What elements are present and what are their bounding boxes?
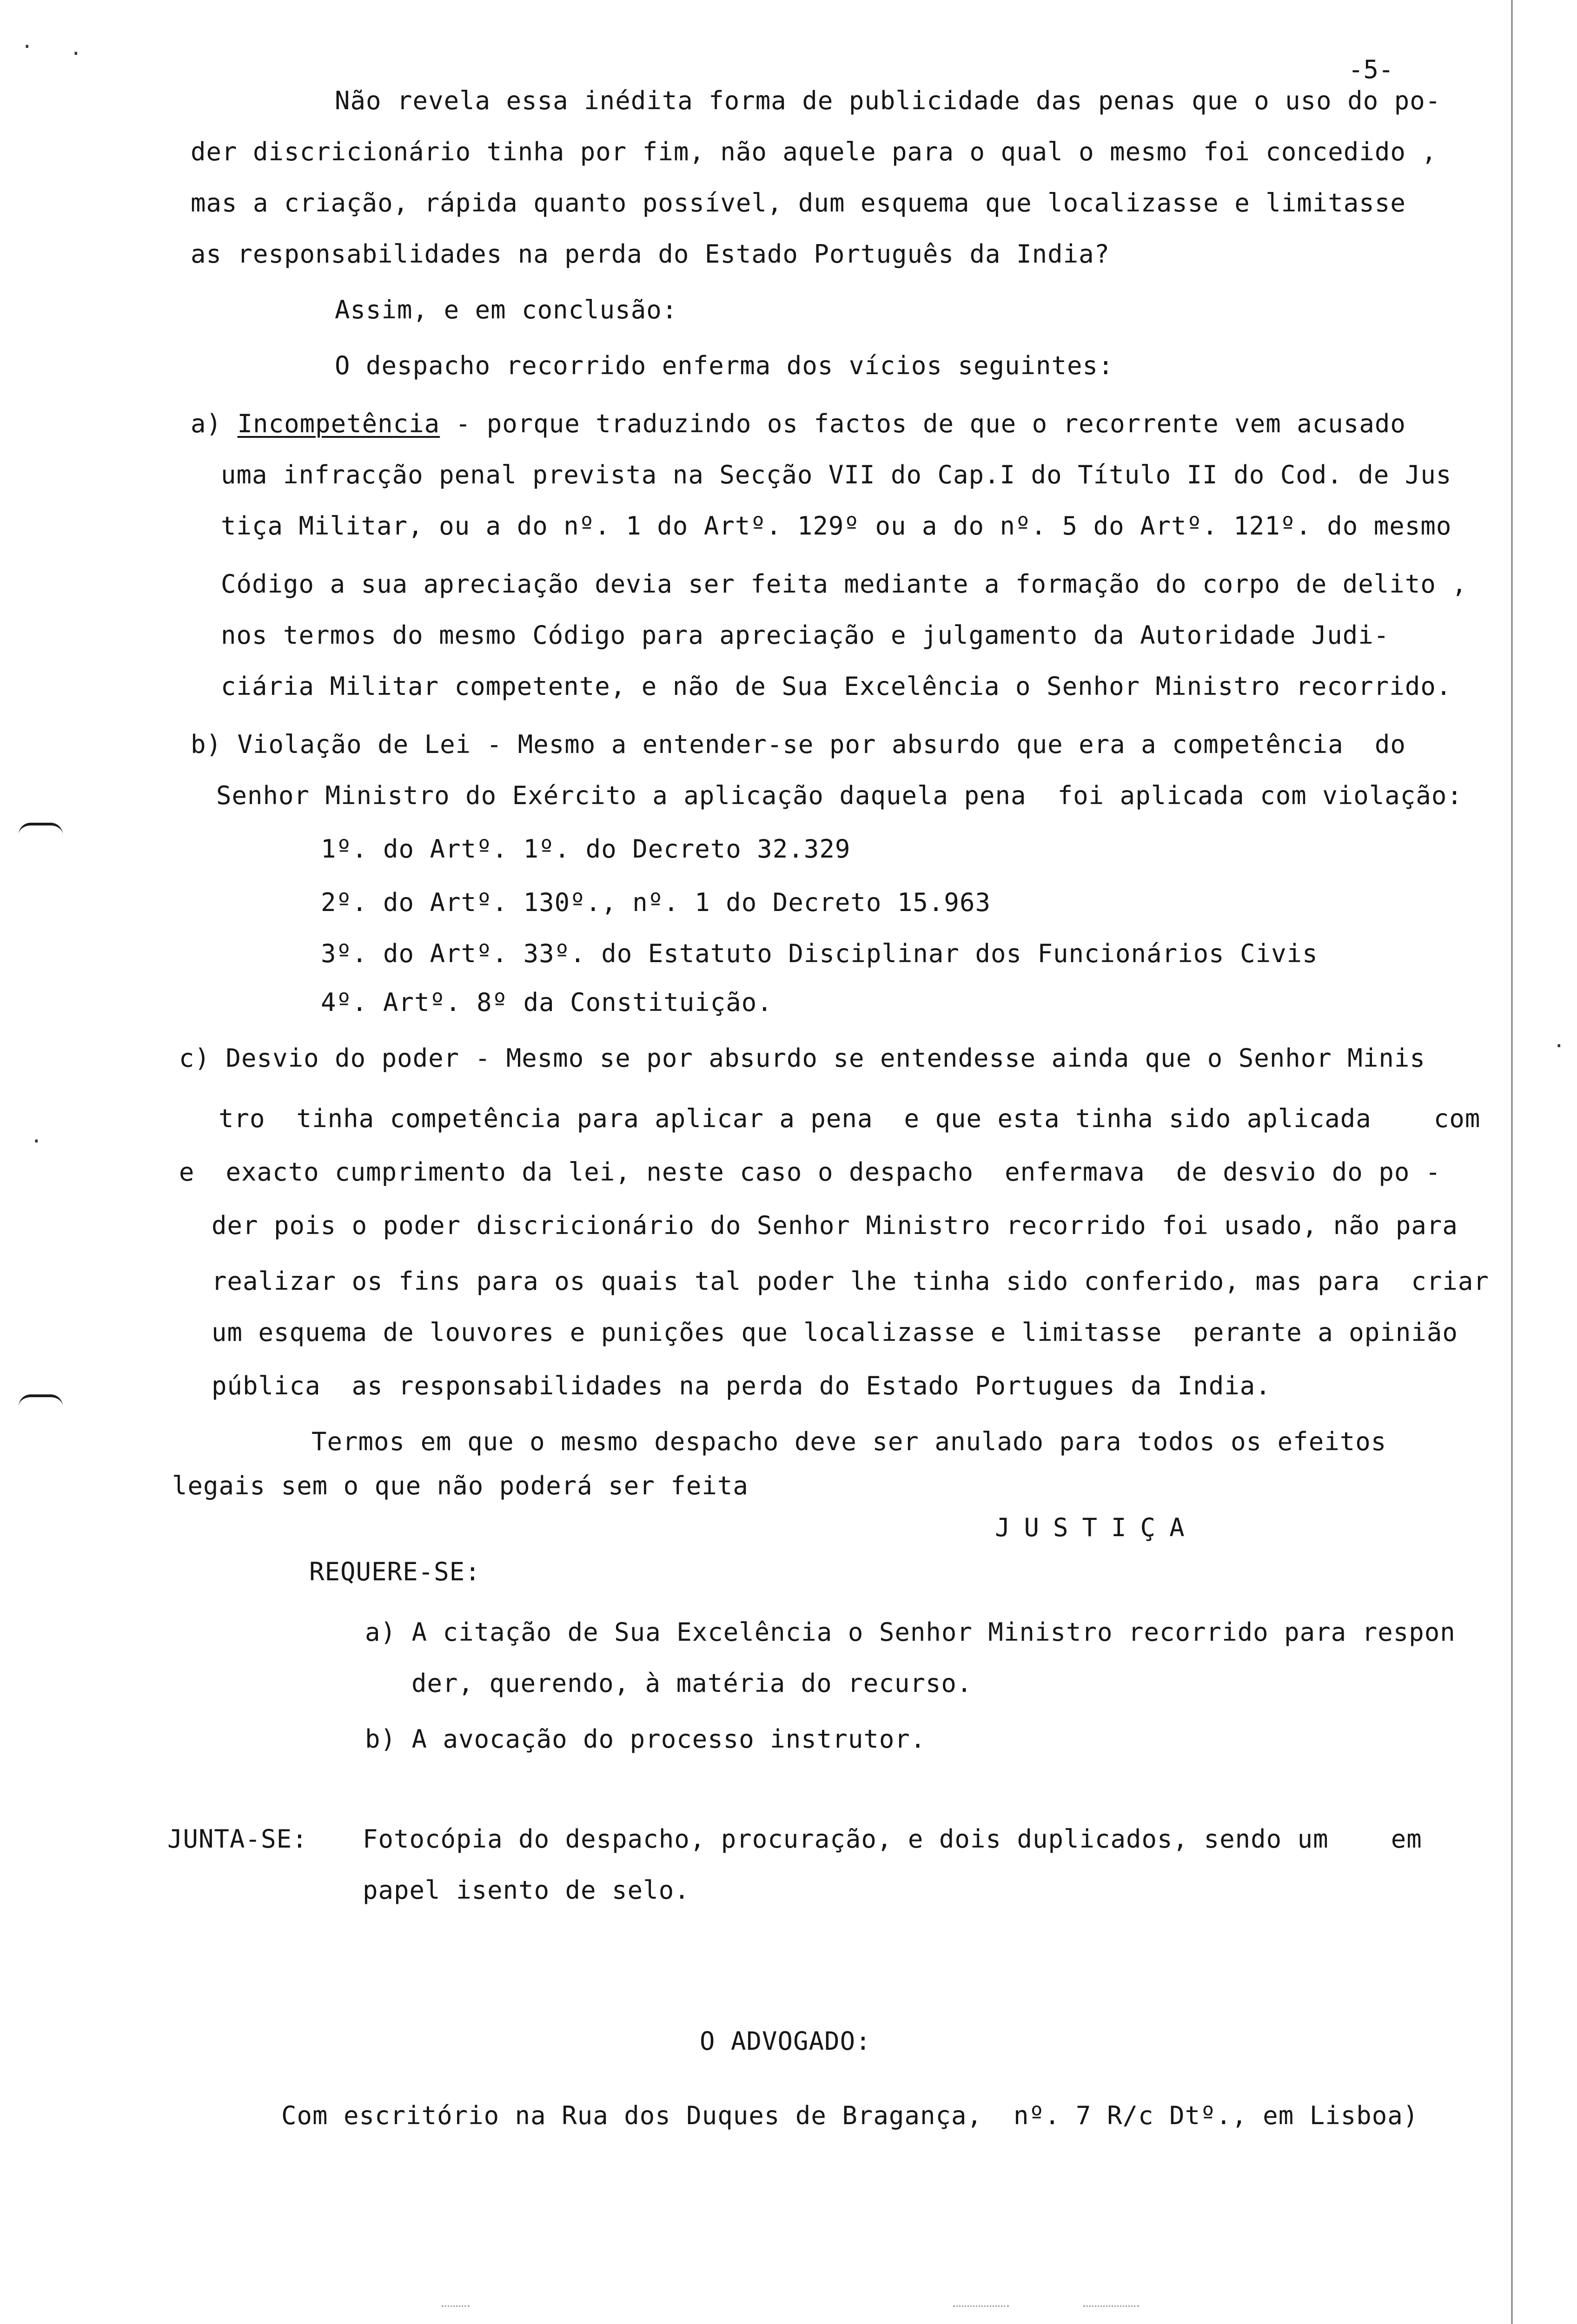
violation-3: 3º. do Artº. 33º. do Estatuto Disciplinar dos Funcionários Civis [321,939,1318,968]
item-c-line-3: e exacto cumprimento da lei, neste caso o despacho enfermava de desvio do po - [179,1157,1441,1187]
closing-line-2: legais sem o que não poderá ser feita [172,1471,749,1500]
office-address: Com escritório na Rua dos Duques de Bragança, nº. 7 R/c Dtº., em Lisboa) [281,2101,1419,2130]
advogado-heading: O ADVOGADO: [700,2027,871,2056]
requere-item-a-line-2: der, querendo, à matéria do recurso. [411,1669,973,1698]
scan-speck: · [1553,1034,1565,1058]
requere-item-a-line-1: a) A citação de Sua Excelência o Senhor Ministro recorrido para respon [365,1618,1456,1647]
scan-speck: · [30,1129,43,1153]
punch-hole-mark [19,823,63,835]
violation-1: 1º. do Artº. 1º. do Decreto 32.329 [321,834,851,864]
item-c-line-2: tro tinha competência para aplicar a pena e que esta tinha sido aplicada com [219,1104,1481,1133]
item-b-line-1: b) Violação de Lei - Mesmo a entender-se por absurdo que era a competência do [191,730,1406,759]
item-b-line-2: Senhor Ministro do Exército a aplicação daquela pena foi aplicada com violação: [216,781,1463,810]
item-a-first-line [191,409,1406,439]
page-edge-line [1511,0,1513,2324]
page-number: -5- [1348,55,1394,84]
item-a-label: a) [191,409,222,438]
junta-line-2: papel isento de selo. [363,1875,690,1905]
item-c-line-7: pública as responsabilidades na perda do Estado Portugues da India. [212,1371,1271,1400]
scan-dotted-line [1083,2305,1139,2308]
violation-2: 2º. do Artº. 130º., nº. 1 do Decreto 15.963 [321,888,991,917]
item-a-line-6: ciária Militar competente, e não de Sua Excelência o Senhor Ministro recorrido. [221,672,1452,701]
item-a-line-2: uma infracção penal prevista na Secção VII do Cap.I do Título II do Cod. de Jus [221,460,1452,489]
paragraph1-line-1: Não revela essa inédita forma de publicidade das penas que o uso do po- [335,86,1441,115]
scan-dotted-line [442,2305,470,2308]
paragraph1-line-4: as responsabilidades na perda do Estado Português da India? [191,239,1110,269]
requere-heading: REQUERE-SE: [309,1557,481,1586]
item-c-line-4: der pois o poder discricionário do Senhor Ministro recorrido foi usado, não para [212,1211,1458,1240]
scan-speck: · [21,35,33,59]
item-a-line-4: Código a sua apreciação devia ser feita mediante a formação do corpo de delito , [221,569,1467,599]
conclusion-intro: Assim, e em conclusão: [335,295,678,324]
junta-label: JUNTA-SE: [167,1824,308,1854]
paragraph1-line-2: der discricionário tinha por fim, não aquele para o qual o mesmo foi concedido , [191,137,1437,166]
scan-dotted-line [953,2305,1009,2308]
closing-line-1: Termos em que o mesmo despacho deve ser anulado para todos os efeitos [311,1427,1387,1456]
scan-speck: · [70,42,82,66]
item-a-heading: Incompetência [237,409,440,438]
item-c-line-5: realizar os fins para os quais tal poder lhe tinha sido conferido, mas para criar [212,1267,1489,1296]
punch-hole-mark [19,1394,63,1406]
requere-item-b: b) A avocação do processo instrutor. [365,1724,926,1754]
junta-line-1: Fotocópia do despacho, procuração, e dois duplicados, sendo um em [363,1824,1422,1854]
item-a-line-3: tiça Militar, ou a do nº. 1 do Artº. 129º ou a do nº. 5 do Artº. 121º. do mesmo [221,511,1452,541]
item-c-line-1: c) Desvio do poder - Mesmo se por absurdo se entendesse ainda que o Senhor Minis [179,1043,1425,1073]
vices-intro: O despacho recorrido enferma dos vícios seguintes: [335,351,1114,380]
violation-4: 4º. Artº. 8º da Constituição. [321,988,773,1017]
paragraph1-line-3: mas a criação, rápida quanto possível, dum esquema que localizasse e limitasse [191,188,1406,218]
justica-heading: JUSTIÇA [995,1513,1199,1542]
item-a-first-line-rest: - porque traduzindo os factos de que o recorrente vem acusado [440,409,1406,438]
item-c-line-6: um esquema de louvores e punições que localizasse e limitasse perante a opinião [212,1318,1458,1347]
item-a-line-5: nos termos do mesmo Código para apreciação e julgamento da Autoridade Judi- [221,621,1390,650]
